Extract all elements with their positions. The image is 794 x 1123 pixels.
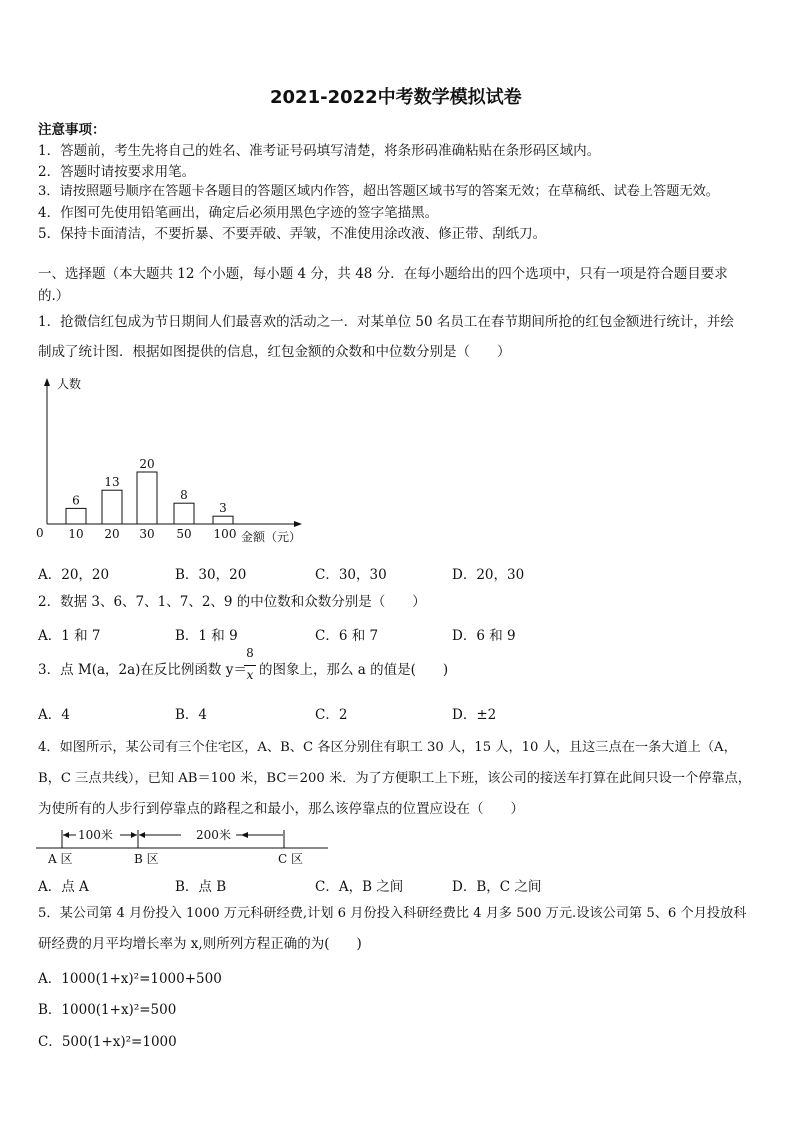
point-b-label: B 区 xyxy=(134,852,159,866)
option-b[interactable]: B．30，20 xyxy=(175,567,247,583)
fraction-denominator: x xyxy=(246,668,254,682)
option-c[interactable]: C．A，B 之间 xyxy=(315,879,404,895)
notice-item: 2．答题时请按要求用笔。 xyxy=(38,164,196,180)
option-c[interactable]: C．30，30 xyxy=(315,567,387,583)
notice-item: 3．请按照题号顺序在答题卡各题目的答题区域内作答，超出答题区域书写的答案无效；在草稿纸、试卷上答题无效。 xyxy=(38,184,719,199)
x-tick-label: 50 xyxy=(176,527,192,541)
notice-item: 1．答题前，考生先将自己的姓名、准考证号码填写清楚，将条形码准确粘贴在条形码区域内。 xyxy=(38,143,601,159)
bar xyxy=(174,503,194,524)
option-d[interactable]: D．±2 xyxy=(452,707,497,723)
ab-arrowhead-left xyxy=(63,832,69,838)
x-tick-label: 10 xyxy=(68,527,84,541)
x-axis-label: 金额（元） xyxy=(241,530,302,544)
option-a[interactable]: A．20，20 xyxy=(38,567,110,583)
notice-heading: 注意事项： xyxy=(38,122,106,138)
x-axis-arrow xyxy=(294,521,302,527)
question-1-text-cont: 制成了统计图．根据如图提供的信息，红包金额的众数和中位数分别是（ ） xyxy=(38,344,511,360)
bar-value-label: 20 xyxy=(139,457,155,471)
fraction-bar xyxy=(244,665,256,666)
page-title: 2021-2022中考数学模拟试卷 xyxy=(270,87,522,108)
bar-value-label: 3 xyxy=(219,501,227,516)
section-heading-cont: 的.） xyxy=(38,288,70,304)
bar-chart xyxy=(30,372,330,547)
question-3-text-cont: 的图象上，那么 a 的值是( ) xyxy=(259,662,449,678)
bc-distance-label: 200米 xyxy=(196,828,231,842)
ab-arrowhead-right xyxy=(131,832,137,838)
option-d[interactable]: D．6 和 9 xyxy=(452,628,516,644)
option-b[interactable]: B．1 和 9 xyxy=(175,628,238,644)
bar xyxy=(213,516,233,524)
question-4-text-cont: 为使所有的人步行到停靠点的路程之和最小，那么该停靠点的位置应设在（ ） xyxy=(38,801,524,817)
x-tick-label: 30 xyxy=(139,527,155,541)
option-b[interactable]: B．点 B xyxy=(175,879,227,895)
question-4-text-cont: B，C 三点共线），已知 AB＝100 米，BC＝200 米．为了方便职工上下班，该公司的接送车打算在此间只设一个停靠点， xyxy=(38,771,751,786)
bar xyxy=(102,490,122,524)
notice-item: 5．保持卡面清洁，不要折暴、不要弄破、弄皱，不准使用涂改液、修正带、刮纸刀。 xyxy=(38,226,547,242)
option-d[interactable]: D．20，30 xyxy=(452,567,525,583)
question-5-text-cont: 研经费的月平均增长率为 x,则所列方程正确的为( ) xyxy=(38,936,362,952)
option-b[interactable]: B．4 xyxy=(175,707,208,723)
option-c[interactable]: C．2 xyxy=(315,707,348,723)
point-a-label: A 区 xyxy=(48,852,73,866)
bar xyxy=(137,472,157,524)
option-a[interactable]: A．1000(1+x)²=1000+500 xyxy=(38,971,222,987)
road-diagram xyxy=(36,826,336,866)
point-c-label: C 区 xyxy=(278,852,303,866)
question-2-text: 2．数据 3、6、7、1、7、2、9 的中位数和众数分别是（ ） xyxy=(38,594,426,610)
origin-label: 0 xyxy=(36,526,44,540)
option-b[interactable]: B．1000(1+x)²=500 xyxy=(38,1002,177,1018)
option-a[interactable]: A．点 A xyxy=(38,879,89,895)
option-d[interactable]: D．B，C 之间 xyxy=(452,879,542,895)
question-1-text: 1．抢微信红包成为节日期间人们最喜欢的活动之一．对某单位 50 名员工在春节期间所抢的红包金额进行统计，并绘 xyxy=(38,314,734,330)
option-a[interactable]: A．1 和 7 xyxy=(38,628,101,644)
notice-item: 4．作图可先使用铅笔画出，确定后必须用黑色字迹的签字笔描黑。 xyxy=(38,205,439,221)
option-c[interactable]: C．500(1+x)²=1000 xyxy=(38,1034,177,1050)
x-tick-label: 20 xyxy=(104,527,120,541)
bar-value-label: 6 xyxy=(72,493,80,508)
bar xyxy=(66,508,86,524)
question-3-text: 3．点 M(a，2a)在反比例函数 y＝ xyxy=(38,662,247,678)
x-tick-label: 100 xyxy=(213,527,237,541)
option-a[interactable]: A．4 xyxy=(38,707,70,723)
section-heading: 一、选择题（本大题共 12 个小题，每小题 4 分，共 48 分．在每小题给出的四个选项中，只有一项是符合题目要求 xyxy=(38,266,728,282)
y-axis-label: 人数 xyxy=(57,377,82,391)
fraction-numerator: 8 xyxy=(246,646,254,660)
question-4-text: 4．如图所示，某公司有三个住宅区，A、B、C 各区分别住有职工 30 人，15 人，10 人，且这三点在一条大道上（A， xyxy=(38,740,737,755)
bc-arrowhead-right xyxy=(241,832,248,838)
question-5-text: 5．某公司第 4 月份投入 1000 万元科研经费,计划 6 月份投入科研经费比 4 月多 500 万元.设该公司第 5、6 个月投放科 xyxy=(38,906,747,921)
bc-arrowhead-left xyxy=(139,832,145,838)
bar-value-label: 8 xyxy=(180,488,188,503)
ab-distance-label: 100米 xyxy=(78,828,113,842)
option-c[interactable]: C．6 和 7 xyxy=(315,628,379,644)
y-axis-arrow xyxy=(44,378,50,386)
bar-value-label: 13 xyxy=(104,475,120,490)
